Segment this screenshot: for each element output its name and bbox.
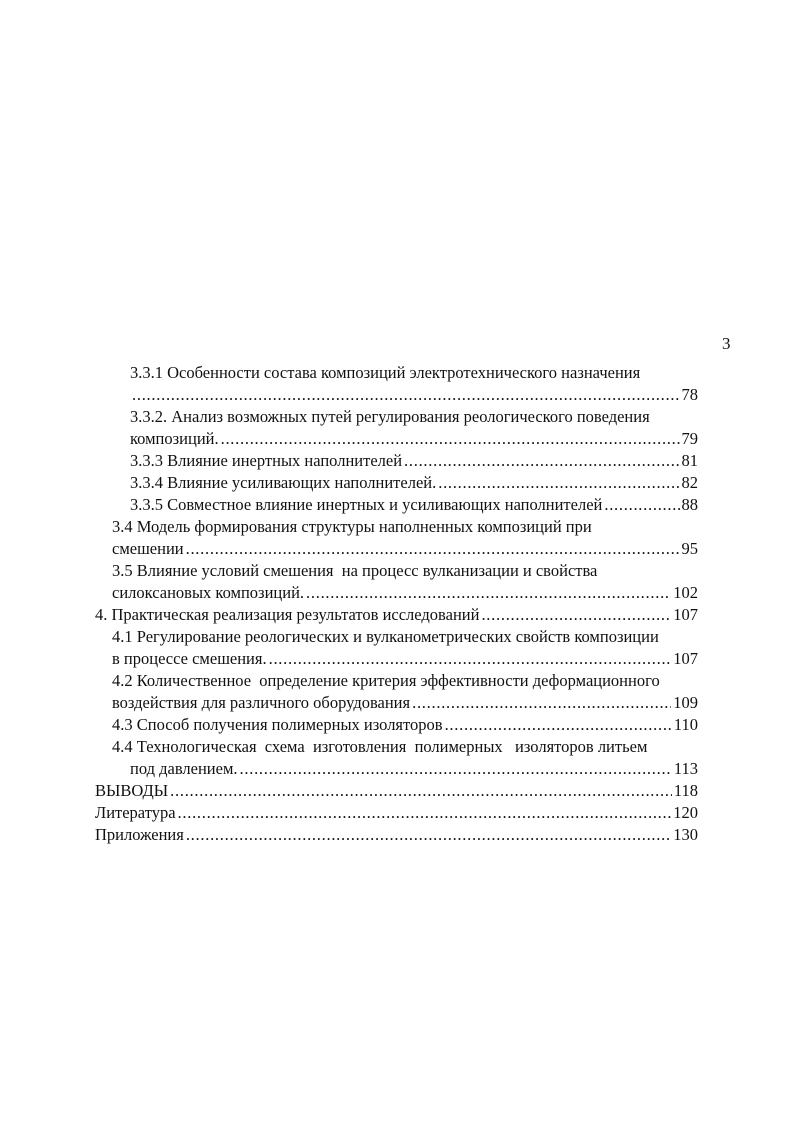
toc-entry-4-3 [112,714,698,736]
toc-entry-4-1-page-line [112,648,698,670]
toc-entry-text: воздействия для различного оборудования [112,693,411,712]
toc-leader-dots [240,758,672,780]
toc-entry-page: 79 [681,429,698,448]
toc-entry-text: ВЫВОДЫ [95,781,169,800]
toc-entry-page: 102 [673,583,698,602]
toc-leader-dots [445,714,672,736]
toc-leader-dots [178,802,672,824]
toc-entry-text: Приложения [95,825,184,844]
toc-entry-text: смешении [112,539,184,558]
toc-entry-text: 4. Практическая реализация результатов исследований [95,605,480,624]
toc-entry-3-3-1 [130,362,730,384]
toc-entry-text: 3.5 Влияние условий смешения на процесс вулканизации и свойства [112,561,598,580]
toc-entry-text: 3.3.1 Особенности состава композиций электротехнического назначения [130,363,641,382]
toc-entry-page: 118 [673,781,698,800]
toc-entry-3-4-page-line [112,538,698,560]
toc-entry-3-3-3 [130,450,698,472]
toc-entry-4-2-page-line [112,692,698,714]
toc-entry-3-4 [112,516,712,538]
toc-entry-page: 107 [673,649,698,668]
toc-entry-text: 3.3.2. Анализ возможных путей регулирования реологического поведения [130,407,650,426]
toc-entry-text: 3.4 Модель формирования структуры наполненных композиций при [112,517,592,536]
toc-entry-3-3-2 [130,406,730,428]
toc-leader-dots [412,692,671,714]
toc-entry-4 [95,604,698,626]
toc-entry-text: 3.3.5 Совместное влияние инертных и усиливающих наполнителей [130,495,603,514]
page-number: 3 [722,334,731,353]
toc-leader-dots [170,780,672,802]
toc-entry-page: 78 [681,385,698,404]
toc-entry-page: 110 [673,715,698,734]
toc-entry-3-3-4 [130,472,698,494]
toc-leader-dots [132,384,680,406]
toc-entry-page: 88 [681,495,698,514]
toc-entry-4-4-page-line [130,758,698,780]
toc-entry-page: 81 [681,451,698,470]
toc-entry-text: Литература [95,803,176,822]
toc-leader-dots [186,538,680,560]
toc-entry-page: 107 [673,605,698,624]
toc-entry-text: силоксановых композиций. [112,583,305,602]
toc-entry-3-5 [112,560,712,582]
toc-entry-appendices [95,824,698,846]
toc-entry-text: 4.4 Технологическая схема изготовления полимерных изоляторов литьем [112,737,648,756]
toc-entry-4-2 [112,670,732,692]
toc-entry-text: 4.2 Количественное определение критерия эффективности деформационного [112,671,660,690]
toc-entry-text: под давлением. [130,759,238,778]
toc-entry-page: 130 [673,825,698,844]
toc-leader-dots [481,604,671,626]
toc-entry-3-3-2-page-line [130,428,698,450]
toc-leader-dots [269,648,672,670]
toc-leader-dots [306,582,671,604]
toc-entry-4-1 [112,626,732,648]
toc-entry-3-5-page-line [112,582,698,604]
toc-leader-dots [221,428,680,450]
toc-entry-page: 109 [673,693,698,712]
toc-entry-page: 113 [673,759,698,778]
toc-entry-text: композиций. [130,429,219,448]
toc-entry-3-3-5 [130,494,698,516]
toc-entry-page: 82 [681,473,698,492]
toc-entry-text: 4.3 Способ получения полимерных изоляторов [112,715,443,734]
toc-leader-dots [438,472,679,494]
toc-entry-text: 4.1 Регулирование реологических и вулканометрических свойств композиции [112,627,659,646]
toc-entry-conclusions [95,780,698,802]
toc-entry-page: 120 [673,803,698,822]
toc-entry-3-3-1-page-line [130,384,698,406]
toc-entry-4-4 [112,736,722,758]
toc-entry-references [95,802,698,824]
toc-leader-dots [404,450,679,472]
toc-leader-dots [186,824,671,846]
toc-leader-dots [604,494,679,516]
toc-entry-text: в процессе смешения. [112,649,267,668]
toc-entry-page: 95 [681,539,698,558]
toc-entry-text: 3.3.3 Влияние инертных наполнителей [130,451,403,470]
toc-entry-text: 3.3.4 Влияние усиливающих наполнителей. [130,473,437,492]
